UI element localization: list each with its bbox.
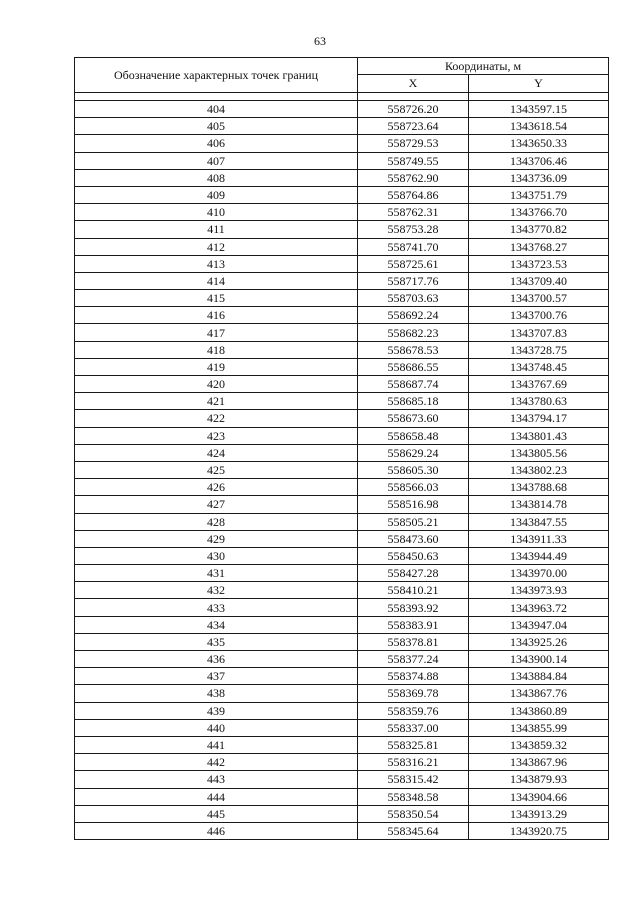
spacer-cell: [469, 93, 609, 101]
table-row: [75, 238, 609, 255]
x-coordinate-cell: 558762.90: [358, 169, 469, 186]
table-row: [75, 616, 609, 633]
y-coordinate-cell: 1343748.45: [469, 358, 609, 375]
x-coordinate-cell: 558717.76: [358, 272, 469, 289]
table-row: [75, 135, 609, 152]
point-cell: 425: [75, 461, 358, 478]
table-row: [75, 186, 609, 203]
point-cell: 428: [75, 513, 358, 530]
point-cell: 408: [75, 169, 358, 186]
x-coordinate-cell: 558345.64: [358, 822, 469, 839]
point-cell: 422: [75, 410, 358, 427]
x-coordinate-cell: 558673.60: [358, 410, 469, 427]
coordinates-header: Координаты, м: [358, 58, 609, 75]
table-row: [75, 444, 609, 461]
point-cell: 407: [75, 152, 358, 169]
point-cell: 436: [75, 651, 358, 668]
table-row: [75, 204, 609, 221]
point-cell: 423: [75, 427, 358, 444]
point-cell: 435: [75, 633, 358, 650]
y-coordinate-cell: 1343904.66: [469, 788, 609, 805]
x-coordinate-cell: 558359.76: [358, 702, 469, 719]
y-coordinate-cell: 1343860.89: [469, 702, 609, 719]
y-coordinate-cell: 1343867.76: [469, 685, 609, 702]
x-coordinate-cell: 558383.91: [358, 616, 469, 633]
point-cell: 406: [75, 135, 358, 152]
y-coordinate-cell: 1343847.55: [469, 513, 609, 530]
table-row: [75, 719, 609, 736]
x-coordinate-cell: 558377.24: [358, 651, 469, 668]
point-cell: 404: [75, 101, 358, 118]
x-coordinate-cell: 558378.81: [358, 633, 469, 650]
y-coordinate-cell: 1343884.84: [469, 668, 609, 685]
table-row: [75, 290, 609, 307]
table-row: [75, 307, 609, 324]
x-coordinate-cell: 558692.24: [358, 307, 469, 324]
y-coordinate-cell: 1343802.23: [469, 461, 609, 478]
y-coordinate-cell: 1343925.26: [469, 633, 609, 650]
y-coordinate-cell: 1343618.54: [469, 118, 609, 135]
point-cell: 426: [75, 479, 358, 496]
table-row: [75, 582, 609, 599]
point-cell: 417: [75, 324, 358, 341]
point-cell: 439: [75, 702, 358, 719]
point-cell: 420: [75, 376, 358, 393]
point-cell: 412: [75, 238, 358, 255]
x-coordinate-cell: 558762.31: [358, 204, 469, 221]
x-coordinate-cell: 558686.55: [358, 358, 469, 375]
point-cell: 415: [75, 290, 358, 307]
x-coordinate-cell: 558753.28: [358, 221, 469, 238]
table-row: [75, 513, 609, 530]
table-row: [75, 152, 609, 169]
x-coordinate-cell: 558337.00: [358, 719, 469, 736]
x-coordinate-cell: 558427.28: [358, 565, 469, 582]
table-row: [75, 496, 609, 513]
table-row: [75, 788, 609, 805]
point-cell: 444: [75, 788, 358, 805]
x-coordinate-cell: 558682.23: [358, 324, 469, 341]
x-coordinate-cell: 558315.42: [358, 771, 469, 788]
x-coordinate-cell: 558749.55: [358, 152, 469, 169]
point-cell: 411: [75, 221, 358, 238]
table-row: [75, 376, 609, 393]
x-coordinate-cell: 558473.60: [358, 530, 469, 547]
y-coordinate-cell: 1343700.76: [469, 307, 609, 324]
table-row: [75, 118, 609, 135]
x-coordinate-cell: 558605.30: [358, 461, 469, 478]
table-row: [75, 565, 609, 582]
y-coordinate-cell: 1343855.99: [469, 719, 609, 736]
spacer-cell: [358, 93, 469, 101]
x-header: X: [358, 75, 469, 93]
point-cell: 413: [75, 255, 358, 272]
x-coordinate-cell: 558726.20: [358, 101, 469, 118]
spacer-cell: [75, 93, 358, 101]
x-coordinate-cell: 558325.81: [358, 736, 469, 753]
y-coordinate-cell: 1343900.14: [469, 651, 609, 668]
x-coordinate-cell: 558369.78: [358, 685, 469, 702]
table-row: [75, 341, 609, 358]
table-row: [75, 754, 609, 771]
x-coordinate-cell: 558741.70: [358, 238, 469, 255]
point-cell: 445: [75, 805, 358, 822]
y-coordinate-cell: 1343736.09: [469, 169, 609, 186]
coordinates-table: [74, 57, 609, 840]
point-cell: 432: [75, 582, 358, 599]
x-coordinate-cell: 558685.18: [358, 393, 469, 410]
x-coordinate-cell: 558410.21: [358, 582, 469, 599]
y-header: Y: [469, 75, 609, 93]
x-coordinate-cell: 558450.63: [358, 547, 469, 564]
point-cell: 427: [75, 496, 358, 513]
x-coordinate-cell: 558348.58: [358, 788, 469, 805]
y-coordinate-cell: 1343768.27: [469, 238, 609, 255]
y-coordinate-cell: 1343700.57: [469, 290, 609, 307]
point-cell: 418: [75, 341, 358, 358]
x-coordinate-cell: 558516.98: [358, 496, 469, 513]
x-coordinate-cell: 558393.92: [358, 599, 469, 616]
x-coordinate-cell: 558764.86: [358, 186, 469, 203]
y-coordinate-cell: 1343766.70: [469, 204, 609, 221]
x-coordinate-cell: 558723.64: [358, 118, 469, 135]
x-coordinate-cell: 558678.53: [358, 341, 469, 358]
table-body: [75, 101, 609, 840]
y-coordinate-cell: 1343801.43: [469, 427, 609, 444]
point-cell: 410: [75, 204, 358, 221]
y-coordinate-cell: 1343597.15: [469, 101, 609, 118]
table-row: [75, 410, 609, 427]
point-cell: 424: [75, 444, 358, 461]
table-row: [75, 272, 609, 289]
y-coordinate-cell: 1343859.32: [469, 736, 609, 753]
point-cell: 409: [75, 186, 358, 203]
y-coordinate-cell: 1343879.93: [469, 771, 609, 788]
x-coordinate-cell: 558703.63: [358, 290, 469, 307]
table-row: [75, 822, 609, 839]
table-row: [75, 461, 609, 478]
x-coordinate-cell: 558566.03: [358, 479, 469, 496]
table-row: [75, 393, 609, 410]
y-coordinate-cell: 1343973.93: [469, 582, 609, 599]
table-row: [75, 530, 609, 547]
y-coordinate-cell: 1343780.63: [469, 393, 609, 410]
point-cell: 440: [75, 719, 358, 736]
x-coordinate-cell: 558505.21: [358, 513, 469, 530]
y-coordinate-cell: 1343911.33: [469, 530, 609, 547]
y-coordinate-cell: 1343867.96: [469, 754, 609, 771]
y-coordinate-cell: 1343920.75: [469, 822, 609, 839]
point-cell: 434: [75, 616, 358, 633]
y-coordinate-cell: 1343944.49: [469, 547, 609, 564]
table-row: [75, 771, 609, 788]
y-coordinate-cell: 1343814.78: [469, 496, 609, 513]
x-coordinate-cell: 558629.24: [358, 444, 469, 461]
y-coordinate-cell: 1343728.75: [469, 341, 609, 358]
point-cell: 442: [75, 754, 358, 771]
x-coordinate-cell: 558729.53: [358, 135, 469, 152]
point-cell: 443: [75, 771, 358, 788]
table-row: [75, 547, 609, 564]
table-row: [75, 651, 609, 668]
table-row: [75, 221, 609, 238]
point-cell: 441: [75, 736, 358, 753]
point-cell: 419: [75, 358, 358, 375]
y-coordinate-cell: 1343770.82: [469, 221, 609, 238]
table-row: [75, 427, 609, 444]
y-coordinate-cell: 1343650.33: [469, 135, 609, 152]
point-cell: 438: [75, 685, 358, 702]
x-coordinate-cell: 558687.74: [358, 376, 469, 393]
y-coordinate-cell: 1343706.46: [469, 152, 609, 169]
table-row: [75, 633, 609, 650]
table-row: [75, 479, 609, 496]
y-coordinate-cell: 1343805.56: [469, 444, 609, 461]
table-row: [75, 668, 609, 685]
point-cell: 416: [75, 307, 358, 324]
y-coordinate-cell: 1343788.68: [469, 479, 609, 496]
point-cell: 405: [75, 118, 358, 135]
point-cell: 437: [75, 668, 358, 685]
y-coordinate-cell: 1343709.40: [469, 272, 609, 289]
x-coordinate-cell: 558725.61: [358, 255, 469, 272]
point-designation-header: Обозначение характерных точек границ: [75, 58, 358, 93]
table-row: [75, 599, 609, 616]
x-coordinate-cell: 558374.88: [358, 668, 469, 685]
table-row: [75, 169, 609, 186]
x-coordinate-cell: 558316.21: [358, 754, 469, 771]
y-coordinate-cell: 1343751.79: [469, 186, 609, 203]
table-row: [75, 805, 609, 822]
table-row: [75, 324, 609, 341]
y-coordinate-cell: 1343723.53: [469, 255, 609, 272]
point-cell: 414: [75, 272, 358, 289]
point-cell: 430: [75, 547, 358, 564]
y-coordinate-cell: 1343707.83: [469, 324, 609, 341]
y-coordinate-cell: 1343970.00: [469, 565, 609, 582]
table-row: [75, 736, 609, 753]
y-coordinate-cell: 1343963.72: [469, 599, 609, 616]
point-cell: 429: [75, 530, 358, 547]
table-row: [75, 358, 609, 375]
x-coordinate-cell: 558350.54: [358, 805, 469, 822]
table-row: [75, 101, 609, 118]
x-coordinate-cell: 558658.48: [358, 427, 469, 444]
y-coordinate-cell: 1343913.29: [469, 805, 609, 822]
point-cell: 433: [75, 599, 358, 616]
point-cell: 431: [75, 565, 358, 582]
table-row: [75, 255, 609, 272]
point-cell: 446: [75, 822, 358, 839]
table-row: [75, 702, 609, 719]
point-cell: 421: [75, 393, 358, 410]
page-number: 63: [314, 34, 326, 48]
table-row: [75, 685, 609, 702]
y-coordinate-cell: 1343794.17: [469, 410, 609, 427]
y-coordinate-cell: 1343767.69: [469, 376, 609, 393]
y-coordinate-cell: 1343947.04: [469, 616, 609, 633]
